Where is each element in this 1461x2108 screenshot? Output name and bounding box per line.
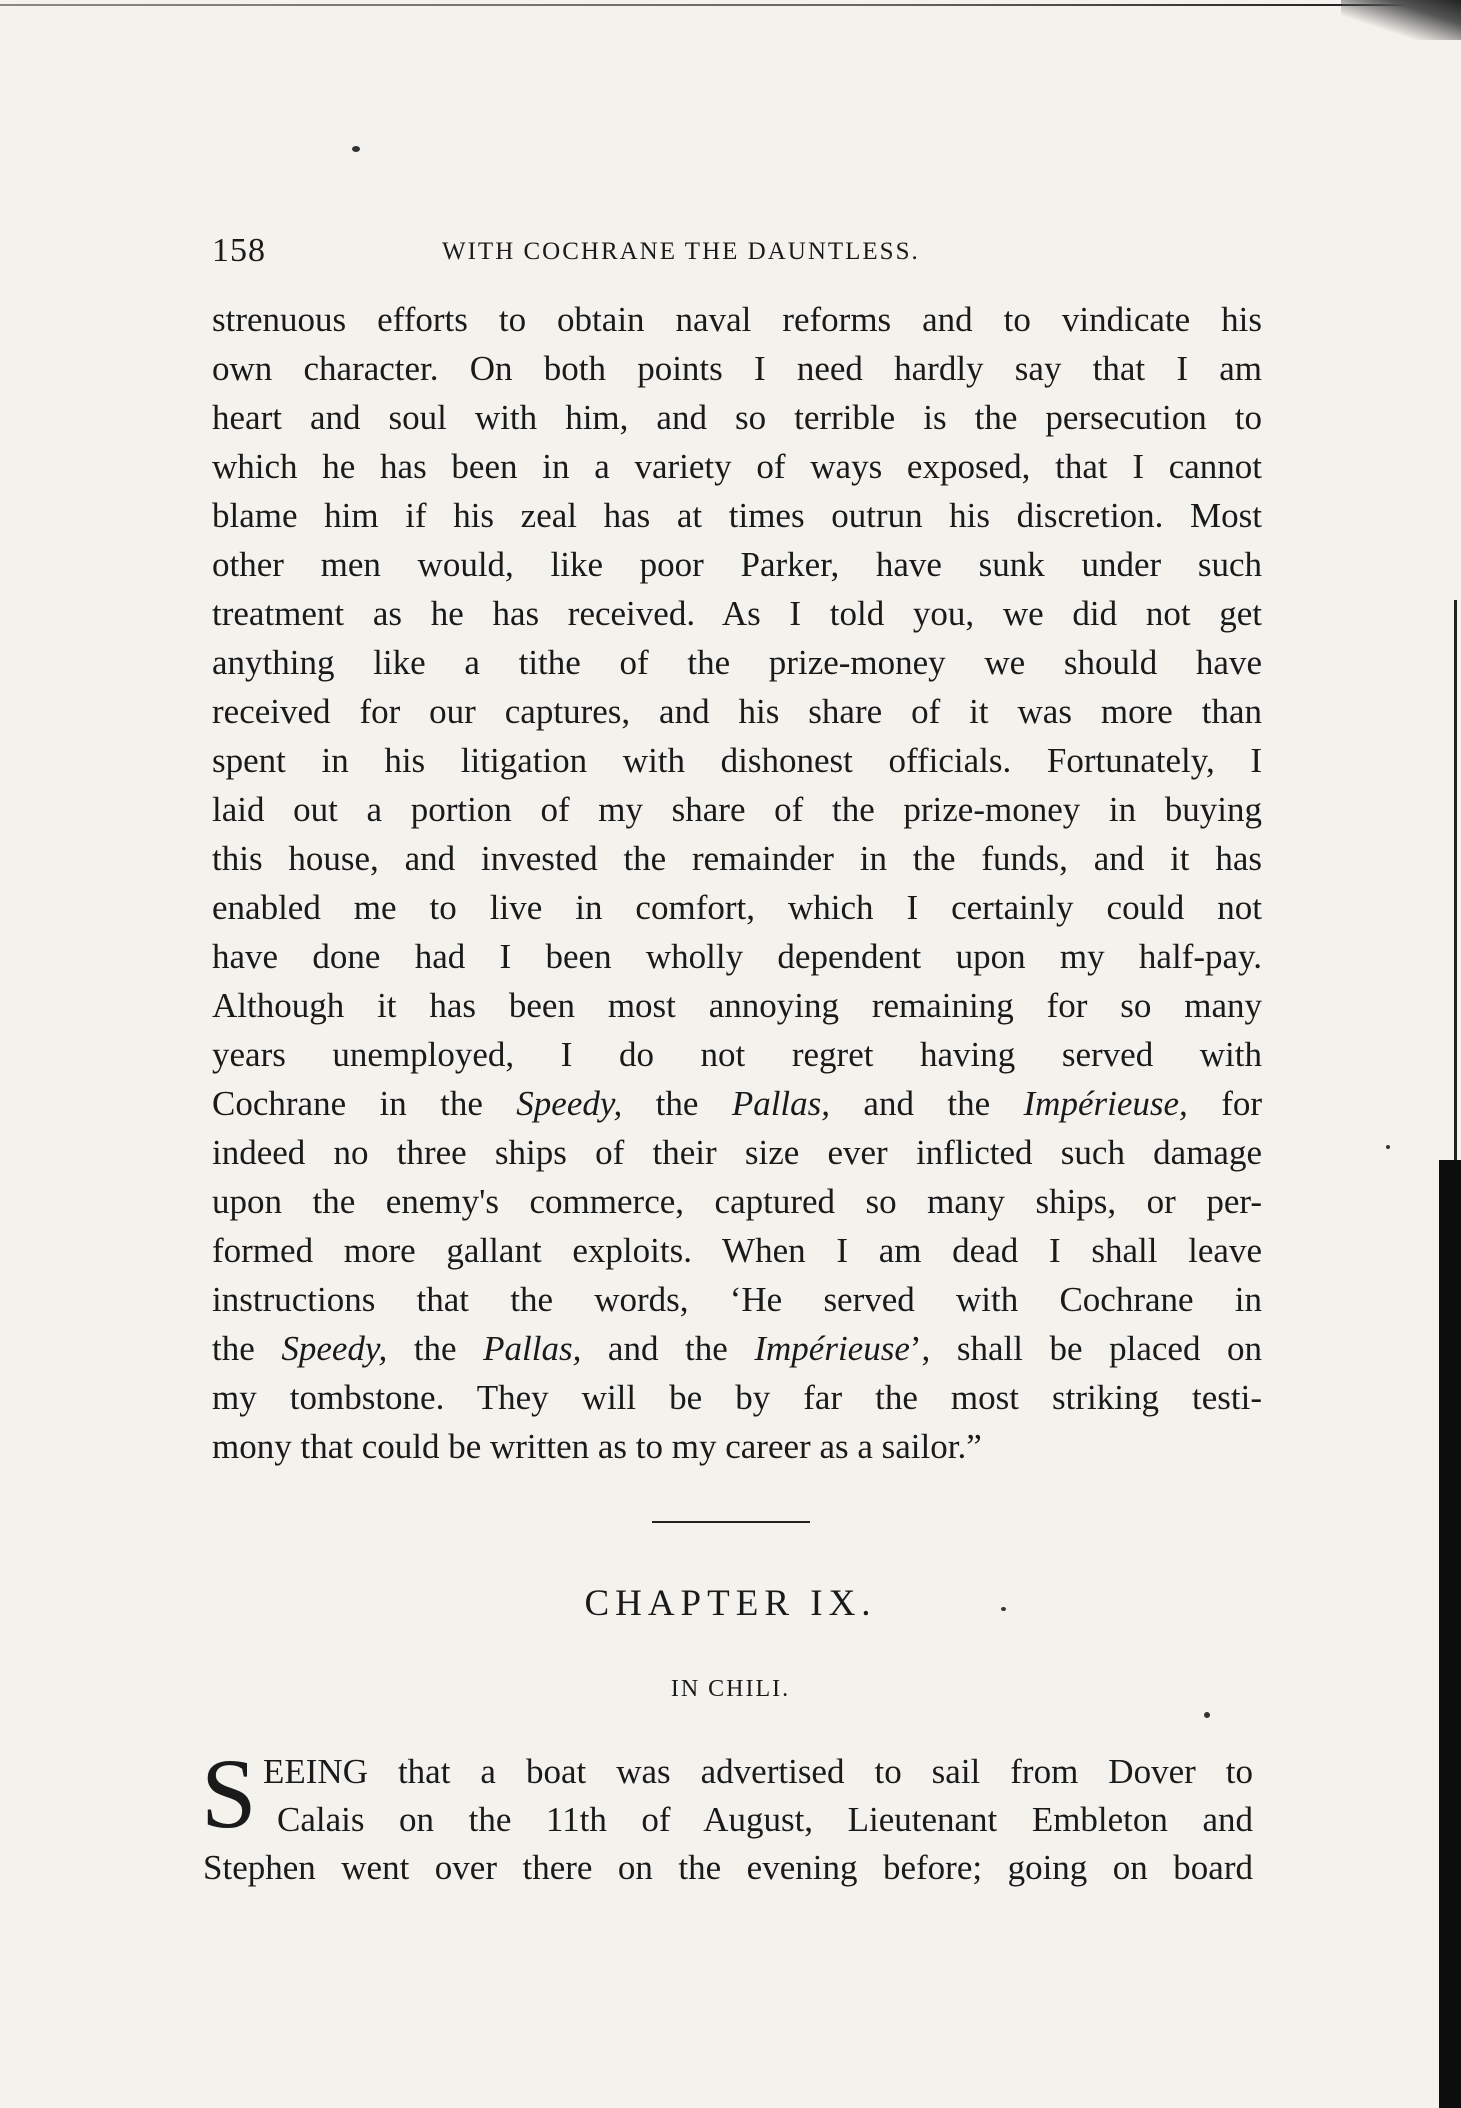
text-run: for: [1187, 1084, 1263, 1123]
text-line: received for our captures, and his share of it was more than: [212, 692, 1262, 731]
text-line: blame him if his zeal has at times outrun his discretion. Most: [212, 496, 1262, 535]
ink-speck: [1204, 1712, 1210, 1718]
text-line: have done had I been wholly dependent upon my half-pay.: [212, 937, 1262, 976]
body-text: [212, 295, 1262, 1471]
text-line: indeed no three ships of their size ever inflicted such damage: [212, 1133, 1262, 1172]
text-line: EEING that a boat was advertised to sail from Dover to: [263, 1752, 1253, 1791]
text-run: and the: [581, 1329, 755, 1368]
text-line: anything like a tithe of the prize-money we should have: [212, 643, 1262, 682]
ship-name: Impérieuse: [754, 1329, 910, 1368]
page-number: 158: [212, 232, 266, 269]
text-line: other men would, like poor Parker, have sunk under such: [212, 545, 1262, 584]
ship-name: Pallas,: [483, 1329, 582, 1368]
text-line: Although it has been most annoying remaining for so many: [212, 986, 1262, 1025]
text-line: my tombstone. They will be by far the most striking testi-: [212, 1378, 1262, 1417]
section-divider: [652, 1521, 810, 1523]
text-line: treatment as he has received. As I told you, we did not get: [212, 594, 1262, 633]
text-line: Calais on the 11th of August, Lieutenant Embleton and: [277, 1800, 1253, 1839]
text-run: ’, shall be placed on: [909, 1329, 1263, 1368]
ship-name: Pallas,: [731, 1084, 831, 1123]
text-line: heart and soul with him, and so terrible is the persecution to: [212, 398, 1262, 437]
text-line: spent in his litigation with dishonest officials. Fortunately, I: [212, 741, 1262, 780]
scan-edge-line: [1454, 600, 1457, 1160]
text-line: own character. On both points I need hardly say that I am: [212, 349, 1262, 388]
running-title: WITH COCHRANE THE DAUNTLESS.: [442, 238, 920, 265]
text-run: Cochrane in the: [212, 1084, 517, 1123]
chapter-opening: [201, 1738, 1253, 1892]
text-run: the: [212, 1329, 282, 1368]
top-edge-rule: [0, 4, 1461, 6]
text-run: the: [387, 1329, 484, 1368]
text-line: strenuous efforts to obtain naval reforms and to vindicate his: [212, 300, 1262, 339]
text-run: the: [622, 1084, 732, 1123]
drop-cap: S: [201, 1738, 257, 1849]
scan-corner-shadow: [1341, 0, 1461, 40]
text-line: this house, and invested the remainder in the funds, and it has: [212, 839, 1262, 878]
scan-edge-shadow: [1439, 1160, 1461, 2108]
text-line: which he has been in a variety of ways exposed, that I cannot: [212, 447, 1262, 486]
text-line: upon the enemy's commerce, captured so many ships, or per-: [212, 1182, 1262, 1221]
ship-name: Speedy,: [516, 1084, 623, 1123]
running-head: [212, 232, 1272, 272]
ship-name: Impérieuse,: [1023, 1084, 1188, 1123]
text-line: years unemployed, I do not regret having served with: [212, 1035, 1262, 1074]
text-line: instructions that the words, ‘He served with Cochrane in: [212, 1280, 1262, 1319]
chapter-title: CHAPTER IX.: [584, 1583, 877, 1624]
ink-speck: [1386, 1145, 1390, 1149]
text-line: Stephen went over there on the evening before; going on board: [203, 1848, 1253, 1887]
text-run: and the: [830, 1084, 1024, 1123]
ink-speck: [352, 146, 360, 152]
text-line: [212, 1079, 1262, 1128]
ship-name: Speedy,: [281, 1329, 388, 1368]
text-line: laid out a portion of my share of the prize-money in buying: [212, 790, 1262, 829]
text-line: formed more gallant exploits. When I am dead I shall leave: [212, 1231, 1262, 1270]
text-line: enabled me to live in comfort, which I certainly could not: [212, 888, 1262, 927]
chapter-subtitle: IN CHILI.: [670, 1676, 791, 1702]
text-line: mony that could be written as to my career as a sailor.”: [212, 1427, 982, 1466]
text-line: [212, 1324, 1262, 1373]
